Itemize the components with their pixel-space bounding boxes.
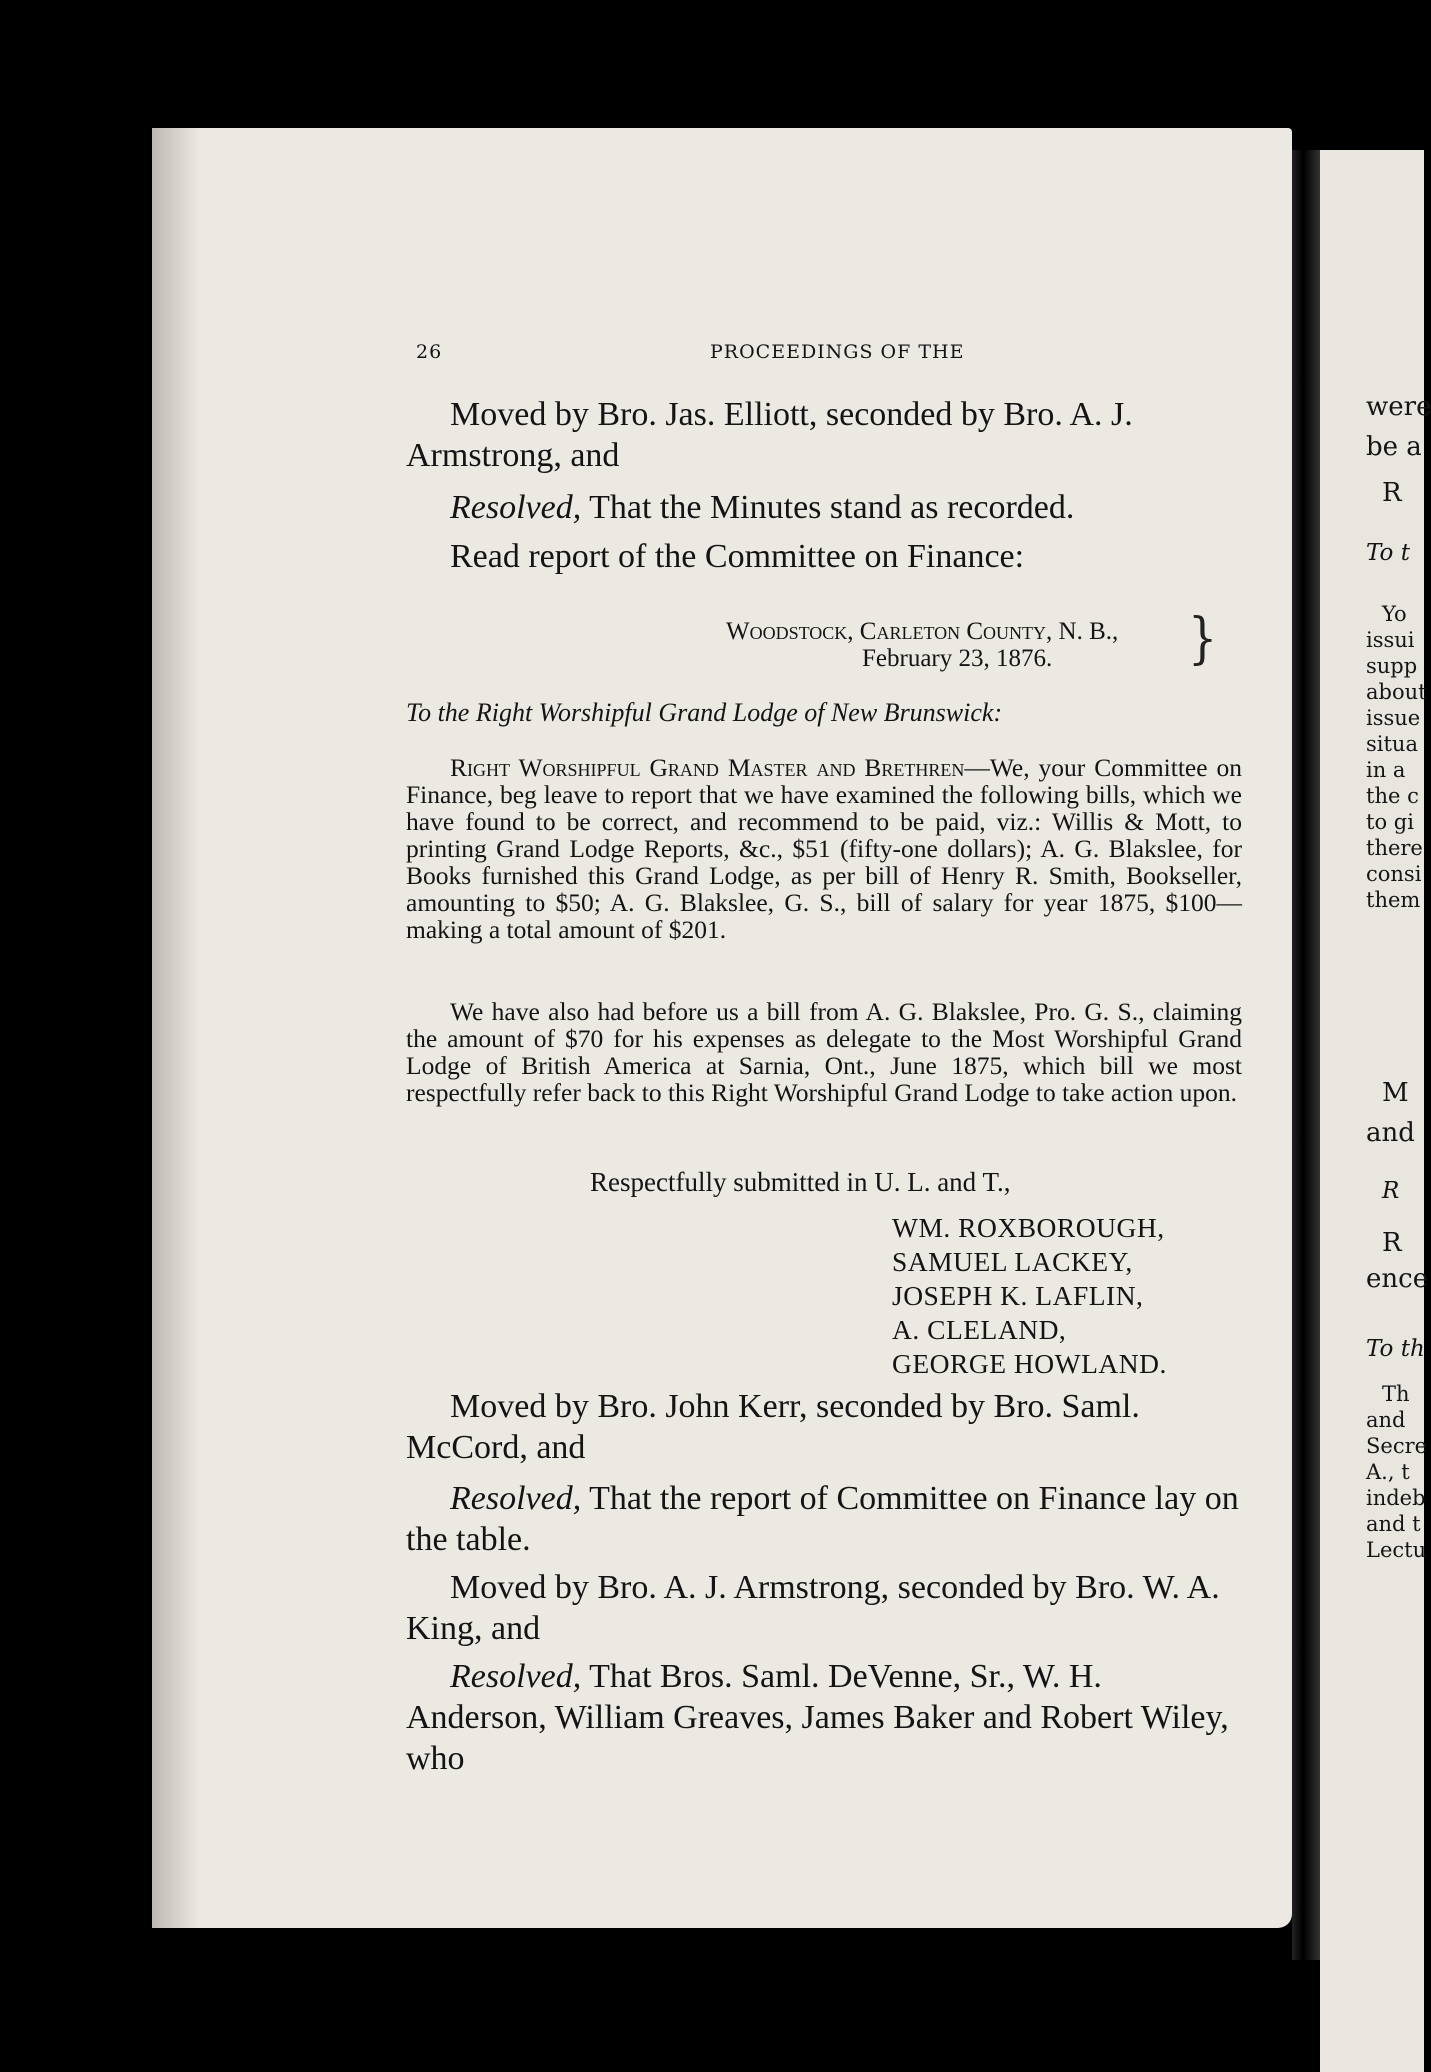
- signatory: SAMUEL LACKEY,: [892, 1246, 1133, 1277]
- facing-fragment: in a: [1366, 758, 1406, 782]
- resolution-text: That the report of Committee on Finance lay on the table.: [406, 1480, 1239, 1558]
- facing-fragment: issui: [1366, 628, 1415, 652]
- paragraph-resolution-2: [406, 1478, 1242, 1560]
- facing-fragment: Secre: [1366, 1434, 1428, 1458]
- resolution-text: That the Minutes stand as recorded.: [581, 489, 1075, 526]
- facing-fragment: issue: [1366, 706, 1421, 730]
- facing-fragment: and: [1366, 1408, 1406, 1432]
- report-address: To the Right Worshipful Grand Lodge of New Brunswick:: [406, 698, 1003, 727]
- facing-fragment: To t: [1366, 540, 1410, 566]
- facing-fragment: supp: [1366, 654, 1418, 678]
- date-brace: }: [1188, 605, 1218, 671]
- signatory: A. CLELAND,: [892, 1314, 1067, 1345]
- facing-fragment: be a: [1366, 432, 1422, 462]
- report-body-1: —We, your Committee on Finance, beg leave to report that we have examined the following bills, which we have found to be correct, and recommend to be paid, viz.: Willis & Mott, to printing Grand Lodge Reports, &c., $51 (fifty-one dollars); A. G. Blakslee, for Books furnished this Grand Lodge, as per bill of Henry R. Smith, Bookseller, amounting to $50; A. G. Blakslee, G. S., bill of salary for year 1875, $100—making a total amount of $201.: [406, 753, 1242, 944]
- paragraph-read-report: Read report of the Committee on Finance:: [450, 538, 1025, 575]
- facing-fragment: A., t: [1366, 1460, 1410, 1484]
- facing-fragment: situa: [1366, 732, 1418, 756]
- facing-fragment: R: [1382, 1228, 1402, 1258]
- report-date: February 23, 1876.: [862, 645, 1053, 672]
- report-paragraph-2: We have also had before us a bill from A. G. Blakslee, Pro. G. S., claiming the amount of $70 for his expenses as delegate to the Most Worshipful Grand Lodge of British America at Sarnia, Ont., June 1875, which bill we most respectfully refer back to this Right Worshipful Grand Lodge to take action upon.: [406, 997, 1242, 1107]
- facing-page-edge: [1320, 150, 1431, 2072]
- resolved-label: Resolved,: [450, 1658, 582, 1695]
- resolved-label: Resolved,: [450, 489, 582, 526]
- paragraph-motion-2: Moved by Bro. John Kerr, seconded by Bro. Saml. McCord, and: [406, 1388, 1140, 1466]
- signatory: JOSEPH K. LAFLIN,: [892, 1280, 1144, 1311]
- signatory: WM. ROXBOROUGH,: [892, 1212, 1165, 1243]
- facing-fragment: them: [1366, 888, 1421, 912]
- facing-fragment: there: [1366, 836, 1423, 860]
- facing-fragment: R: [1382, 478, 1402, 508]
- facing-fragment: the c: [1366, 784, 1419, 808]
- running-head: PROCEEDINGS OF THE: [710, 341, 965, 363]
- paragraph-motion-1: Moved by Bro. Jas. Elliott, seconded by Bro. A. J. Armstrong, and: [406, 396, 1133, 474]
- facing-fragment: and t: [1366, 1512, 1421, 1536]
- facing-fragment: To th: [1366, 1336, 1425, 1362]
- facing-fragment: Lectu: [1366, 1538, 1427, 1562]
- signatories-list: [892, 1211, 1167, 1381]
- facing-fragment: about: [1366, 680, 1427, 704]
- facing-fragment: to gi: [1366, 810, 1414, 834]
- facing-fragment: consi: [1366, 862, 1422, 886]
- signatory: GEORGE HOWLAND.: [892, 1348, 1167, 1379]
- page-number: 26: [416, 341, 443, 363]
- report-salutation: Right Worshipful Grand Master and Brethren: [450, 753, 965, 782]
- report-place: Woodstock, Carleton County, N. B.,: [726, 618, 1119, 645]
- paragraph-resolution-3: [406, 1656, 1242, 1779]
- report-closing: Respectfully submitted in U. L. and T.,: [590, 1167, 1011, 1197]
- paragraph-motion-3: Moved by Bro. A. J. Armstrong, seconded by Bro. W. A. King, and: [406, 1569, 1220, 1647]
- facing-fragment: indeb: [1366, 1486, 1426, 1510]
- resolved-label: Resolved,: [450, 1480, 582, 1517]
- facing-fragment: M: [1382, 1078, 1409, 1108]
- facing-fragment: were: [1366, 392, 1431, 422]
- facing-fragment: and: [1366, 1118, 1415, 1148]
- facing-fragment: ence: [1366, 1264, 1429, 1294]
- report-paragraph-1: [406, 754, 1242, 943]
- page-spine-edge: [152, 128, 200, 1928]
- facing-fragment: Yo: [1382, 602, 1407, 626]
- paragraph-resolution-1: [406, 487, 1242, 528]
- facing-fragment: Th: [1382, 1382, 1410, 1406]
- facing-fragment: R: [1382, 1178, 1400, 1204]
- book-gutter: [1292, 150, 1320, 1960]
- resolution-text: That Bros. Saml. DeVenne, Sr., W. H. Anderson, William Greaves, James Baker and Robert Wiley, who: [406, 1658, 1229, 1777]
